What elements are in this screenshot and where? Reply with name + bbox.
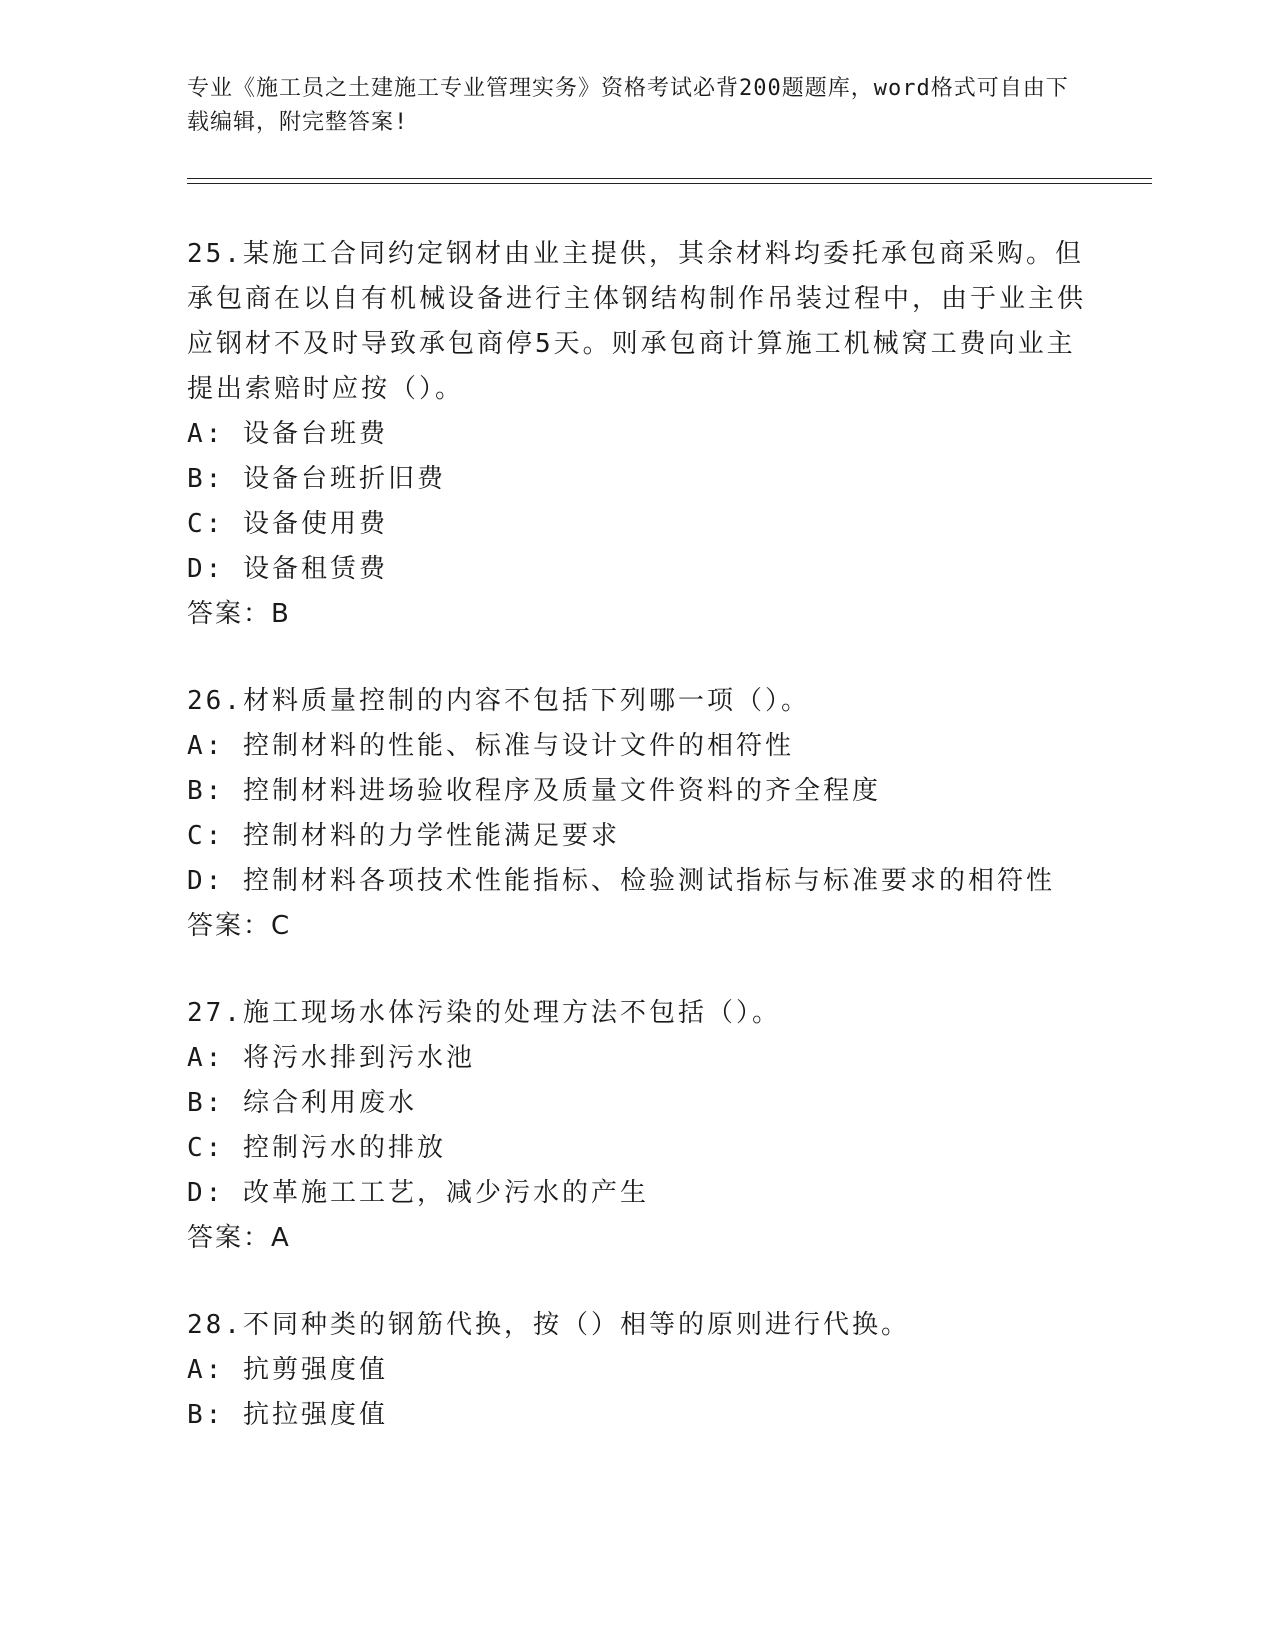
option-a: A: 控制材料的性能、标准与设计文件的相符性 <box>187 731 794 761</box>
option-c: C: 控制材料的力学性能满足要求 <box>187 821 620 851</box>
option-a: A: 设备台班费 <box>187 419 388 449</box>
option-b: B: 设备台班折旧费 <box>187 464 446 494</box>
document-header: 专业《施工员之土建施工专业管理实务》资格考试必背200题题库，word格式可自由下载编辑，附完整答案! <box>187 76 1069 135</box>
header-divider-top <box>187 178 1152 179</box>
question-28 <box>187 1303 1087 1438</box>
question-stem: 26.材料质量控制的内容不包括下列哪一项（）。 <box>187 686 810 716</box>
option-d: D: 设备租赁费 <box>187 554 388 584</box>
question-list <box>187 232 1087 1480</box>
answer-label: 答案：B <box>187 599 291 629</box>
question-26 <box>187 679 1087 949</box>
option-d: D: 改革施工工艺，减少污水的产生 <box>187 1178 649 1208</box>
option-a: A: 抗剪强度值 <box>187 1355 388 1385</box>
option-b: B: 抗拉强度值 <box>187 1400 388 1430</box>
answer-label: 答案：A <box>187 1223 291 1253</box>
question-stem: 25.某施工合同约定钢材由业主提供，其余材料均委托承包商采购。但承包商在以自有机械设备进行主体钢结构制作吊装过程中，由于业主供应钢材不及时导致承包商停5天。则承包商计算施工机械窝工费向业主提出索赔时应按（）。 <box>187 239 1087 404</box>
question-27 <box>187 991 1087 1261</box>
question-stem: 27.施工现场水体污染的处理方法不包括（）。 <box>187 998 781 1028</box>
question-stem: 28.不同种类的钢筋代换，按（）相等的原则进行代换。 <box>187 1310 910 1340</box>
option-a: A: 将污水排到污水池 <box>187 1043 475 1073</box>
answer-label: 答案：C <box>187 911 292 941</box>
option-b: B: 综合利用废水 <box>187 1088 417 1118</box>
option-b: B: 控制材料进场验收程序及质量文件资料的齐全程度 <box>187 776 881 806</box>
option-c: C: 设备使用费 <box>187 509 388 539</box>
header-divider-bottom <box>187 183 1152 184</box>
option-c: C: 控制污水的排放 <box>187 1133 446 1163</box>
option-d: D: 控制材料各项技术性能指标、检验测试指标与标准要求的相符性 <box>187 866 1055 896</box>
question-25 <box>187 232 1087 637</box>
